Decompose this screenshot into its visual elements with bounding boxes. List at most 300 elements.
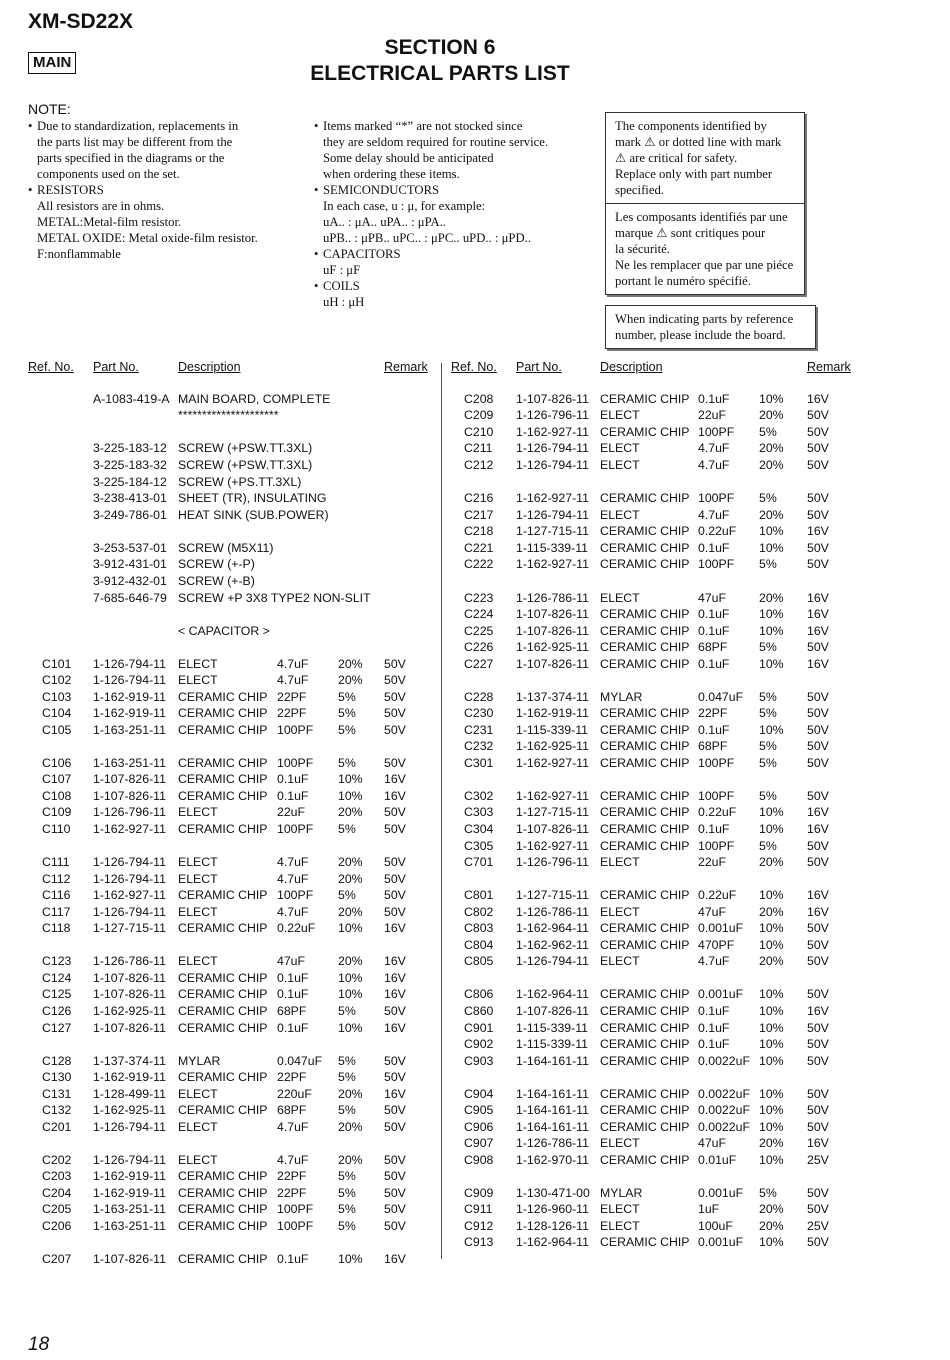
notice-line: portant le numéro spécifié. <box>615 274 751 288</box>
note-line: All resistors are in ohms. <box>37 199 165 213</box>
cell-value: 0.22uF <box>698 805 737 819</box>
cell-description: CERAMIC CHIP <box>178 1186 268 1200</box>
notice-line: Replace only with part number <box>615 167 773 181</box>
cell-description: CERAMIC CHIP <box>600 557 690 571</box>
cell-description: SCREW (+PSW.TT.3XL) <box>178 458 313 472</box>
cell-description: HEAT SINK (SUB.POWER) <box>178 508 329 522</box>
cell-value: 470PF <box>698 938 735 952</box>
cell-description: CERAMIC CHIP <box>178 706 268 720</box>
section-number: SECTION 6 <box>384 36 496 59</box>
cell-ref-no: C227 <box>464 657 494 671</box>
cell-voltage: 50V <box>384 805 406 819</box>
cell-ref-no: C203 <box>42 1169 72 1183</box>
table-row <box>0 639 950 656</box>
cell-description: ELECT <box>600 855 640 869</box>
cell-ref-no: C104 <box>42 706 72 720</box>
cell-description: CERAMIC CHIP <box>600 1021 690 1035</box>
cell-part-no: 1-163-251-11 <box>93 756 166 770</box>
cell-value: 0.1uF <box>698 1021 730 1035</box>
cell-ref-no: C801 <box>464 888 494 902</box>
cell-tolerance: 5% <box>759 690 777 704</box>
table-row <box>0 424 950 441</box>
cell-description: CERAMIC CHIP <box>178 822 268 836</box>
cell-part-no: 1-162-919-11 <box>93 690 166 704</box>
table-row <box>0 1003 950 1020</box>
table-row <box>0 953 950 970</box>
notes-column-2 <box>314 118 548 310</box>
cell-ref-no: C212 <box>464 458 494 472</box>
cell-ref-no: C206 <box>42 1219 72 1233</box>
cell-description: CERAMIC CHIP <box>600 805 690 819</box>
cell-tolerance: 10% <box>759 1087 784 1101</box>
cell-voltage: 50V <box>807 690 829 704</box>
board-label: MAIN <box>28 52 76 74</box>
cell-part-no: 3-912-432-01 <box>93 574 167 588</box>
cell-voltage: 50V <box>807 839 829 853</box>
cell-part-no: 1-164-161-11 <box>516 1054 589 1068</box>
cell-description: CERAMIC CHIP <box>600 921 690 935</box>
cell-description: SCREW (+-P) <box>178 557 255 571</box>
cell-ref-no: C903 <box>464 1054 494 1068</box>
cell-ref-no: C116 <box>42 888 71 902</box>
cell-value: 22PF <box>698 706 728 720</box>
cell-description: ELECT <box>178 805 218 819</box>
cell-tolerance: 10% <box>759 1235 784 1249</box>
cell-voltage: 50V <box>807 1054 829 1068</box>
cell-value: 68PF <box>277 1004 307 1018</box>
table-row <box>0 1185 950 1202</box>
cell-description: CERAMIC CHIP <box>600 1120 690 1134</box>
cell-voltage: 50V <box>807 491 829 505</box>
table-row <box>0 937 950 954</box>
table-row <box>0 1135 950 1152</box>
cell-part-no: 1-126-794-11 <box>516 508 589 522</box>
cell-part-no: 1-163-251-11 <box>93 1202 166 1216</box>
notice-line: specified. <box>615 183 664 197</box>
cell-value: 0.01uF <box>698 1153 737 1167</box>
cell-part-no: 1-126-786-11 <box>93 954 166 968</box>
cell-ref-no: C305 <box>464 839 494 853</box>
note-line: Some delay should be anticipated <box>323 151 494 165</box>
cell-description: CERAMIC CHIP <box>600 723 690 737</box>
cell-description: CERAMIC CHIP <box>600 541 690 555</box>
cell-ref-no: C303 <box>464 805 494 819</box>
table-row <box>0 689 950 706</box>
cell-ref-no: C208 <box>464 392 494 406</box>
cell-ref-no: C101 <box>42 657 72 671</box>
cell-part-no: 1-126-794-11 <box>93 872 166 886</box>
cell-voltage: 16V <box>807 607 829 621</box>
cell-tolerance: 10% <box>338 789 363 803</box>
cell-value: 47uF <box>698 1136 727 1150</box>
cell-tolerance: 20% <box>338 805 363 819</box>
cell-part-no: 1-128-499-11 <box>93 1087 166 1101</box>
table-row <box>0 821 950 838</box>
cell-tolerance: 10% <box>759 938 784 952</box>
cell-tolerance: 10% <box>759 1103 784 1117</box>
cell-description: CERAMIC CHIP <box>600 640 690 654</box>
cell-part-no: 1-162-927-11 <box>93 888 166 902</box>
cell-value: 4.7uF <box>698 458 730 472</box>
cell-value: 100PF <box>698 557 735 571</box>
cell-description: CERAMIC CHIP <box>600 888 690 902</box>
cell-value: 0.1uF <box>698 607 730 621</box>
cell-description: ********************* <box>178 408 279 422</box>
cell-value: 47uF <box>698 591 727 605</box>
cell-tolerance: 20% <box>759 408 784 422</box>
cell-part-no: 1-162-919-11 <box>93 1070 166 1084</box>
cell-value: 0.1uF <box>698 1004 730 1018</box>
cell-value: 0.047uF <box>698 690 744 704</box>
cell-ref-no: C130 <box>42 1070 72 1084</box>
cell-value: 0.0022uF <box>698 1120 750 1134</box>
cell-ref-no: C111 <box>42 855 70 869</box>
cell-part-no: 1-126-786-11 <box>516 591 589 605</box>
cell-tolerance: 5% <box>338 1054 356 1068</box>
cell-part-no: 1-162-925-11 <box>93 1103 166 1117</box>
cell-ref-no: C232 <box>464 739 494 753</box>
cell-tolerance: 5% <box>759 839 777 853</box>
cell-tolerance: 10% <box>338 971 363 985</box>
cell-part-no: 1-162-925-11 <box>516 739 589 753</box>
cell-value: 100PF <box>277 756 314 770</box>
cell-tolerance: 20% <box>338 673 363 687</box>
cell-tolerance: 10% <box>759 524 784 538</box>
cell-description: ELECT <box>178 954 218 968</box>
table-row <box>0 1086 950 1103</box>
cell-value: 4.7uF <box>277 1120 309 1134</box>
cell-ref-no: C912 <box>464 1219 494 1233</box>
cell-part-no: 3-912-431-01 <box>93 557 167 571</box>
cell-ref-no: C117 <box>42 905 71 919</box>
cell-value: 100uF <box>698 1219 733 1233</box>
cell-ref-no: C701 <box>464 855 494 869</box>
cell-part-no: 1-126-794-11 <box>93 905 166 919</box>
cell-tolerance: 5% <box>338 888 356 902</box>
cell-part-no: 1-162-927-11 <box>516 557 589 571</box>
cell-description: CERAMIC CHIP <box>178 971 268 985</box>
cell-tolerance: 10% <box>759 657 784 671</box>
cell-value: 0.22uF <box>698 524 737 538</box>
cell-ref-no: C201 <box>42 1120 72 1134</box>
note-line: METAL:Metal-film resistor. <box>37 215 182 229</box>
cell-tolerance: 10% <box>759 921 784 935</box>
cell-voltage: 16V <box>807 805 829 819</box>
cell-description: SCREW (+PS.TT.3XL) <box>178 475 302 489</box>
cell-ref-no: C131 <box>42 1087 72 1101</box>
cell-description: CERAMIC CHIP <box>178 756 268 770</box>
cell-voltage: 50V <box>807 1021 829 1035</box>
table-row <box>0 788 950 805</box>
cell-voltage: 50V <box>807 557 829 571</box>
cell-voltage: 16V <box>807 822 829 836</box>
cell-description: CERAMIC CHIP <box>600 1087 690 1101</box>
cell-value: 0.047uF <box>277 1054 323 1068</box>
cell-tolerance: 5% <box>759 425 777 439</box>
cell-description: CERAMIC CHIP <box>600 657 690 671</box>
cell-value: 22PF <box>277 1070 307 1084</box>
cell-description: CERAMIC CHIP <box>600 392 690 406</box>
cell-part-no: 1-107-826-11 <box>516 392 589 406</box>
cell-description: ELECT <box>178 905 218 919</box>
cell-description: CERAMIC CHIP <box>600 491 690 505</box>
cell-voltage: 50V <box>807 954 829 968</box>
cell-part-no: A-1083-419-A <box>93 392 170 406</box>
cell-part-no: 1-163-251-11 <box>93 1219 166 1233</box>
cell-value: 4.7uF <box>277 657 309 671</box>
table-row <box>0 573 950 590</box>
cell-voltage: 50V <box>807 723 829 737</box>
table-row <box>0 672 950 689</box>
table-row <box>0 738 950 755</box>
cell-value: 0.22uF <box>698 888 737 902</box>
note-line: uA.. : μA.. uPA.. : μPA.. <box>323 215 447 229</box>
note-bullet: • Items marked “*” are not stocked since <box>314 118 548 134</box>
cell-description: CERAMIC CHIP <box>600 739 690 753</box>
cell-voltage: 50V <box>807 441 829 455</box>
cell-ref-no: C802 <box>464 905 494 919</box>
cell-voltage: 16V <box>807 1136 829 1150</box>
cell-value: 100PF <box>277 1219 314 1233</box>
cell-tolerance: 5% <box>338 1169 356 1183</box>
cell-value: 100PF <box>698 491 735 505</box>
cell-tolerance: 10% <box>338 921 363 935</box>
note-line: uF : μF <box>323 263 361 277</box>
cell-part-no: 1-126-796-11 <box>516 855 589 869</box>
cell-description: ELECT <box>600 1202 640 1216</box>
cell-tolerance: 20% <box>759 508 784 522</box>
cell-voltage: 50V <box>807 1202 829 1216</box>
cell-part-no: 1-162-927-11 <box>516 756 589 770</box>
cell-voltage: 16V <box>384 1252 406 1266</box>
cell-tolerance: 5% <box>759 739 777 753</box>
cell-ref-no: C902 <box>464 1037 494 1051</box>
cell-tolerance: 20% <box>338 1120 363 1134</box>
notice-line: ⚠ are critical for safety. <box>615 151 738 165</box>
cell-description: ELECT <box>600 954 640 968</box>
cell-description: MYLAR <box>600 1186 643 1200</box>
cell-voltage: 50V <box>807 458 829 472</box>
cell-ref-no: C901 <box>464 1021 494 1035</box>
cell-tolerance: 5% <box>759 756 777 770</box>
cell-part-no: 1-126-794-11 <box>516 441 589 455</box>
notice-line: number, please include the board. <box>615 328 786 342</box>
cell-part-no: 1-115-339-11 <box>516 541 589 555</box>
cell-description: CERAMIC CHIP <box>600 624 690 638</box>
table-row <box>0 804 950 821</box>
cell-voltage: 16V <box>384 1087 406 1101</box>
cell-value: 4.7uF <box>277 855 309 869</box>
cell-description: SCREW (+-B) <box>178 574 255 588</box>
cell-ref-no: C109 <box>42 805 72 819</box>
cell-description: CERAMIC CHIP <box>600 987 690 1001</box>
cell-part-no: 1-130-471-00 <box>516 1186 590 1200</box>
cell-tolerance: 5% <box>338 1186 356 1200</box>
cell-voltage: 16V <box>807 524 829 538</box>
cell-value: 47uF <box>698 905 727 919</box>
cell-tolerance: 5% <box>759 789 777 803</box>
cell-tolerance: 20% <box>338 657 363 671</box>
cell-part-no: 1-162-970-11 <box>516 1153 589 1167</box>
cell-description: CERAMIC CHIP <box>178 1070 268 1084</box>
cell-ref-no: C210 <box>464 425 494 439</box>
cell-voltage: 16V <box>384 772 406 786</box>
header-part-no-left: Part No. <box>93 360 139 374</box>
board-note-text <box>606 306 815 348</box>
cell-voltage: 16V <box>384 1021 406 1035</box>
cell-ref-no: C211 <box>464 441 493 455</box>
cell-part-no: 1-126-794-11 <box>93 1153 166 1167</box>
cell-voltage: 16V <box>807 392 829 406</box>
note-line: F:nonflammable <box>37 247 121 261</box>
cell-tolerance: 20% <box>338 872 363 886</box>
cell-tolerance: 10% <box>759 1021 784 1035</box>
cell-part-no: 1-107-826-11 <box>516 624 589 638</box>
cell-part-no: 1-162-919-11 <box>93 706 166 720</box>
cell-ref-no: C107 <box>42 772 72 786</box>
cell-voltage: 50V <box>384 1054 406 1068</box>
cell-part-no: 1-126-794-11 <box>516 954 589 968</box>
cell-value: 22uF <box>277 805 306 819</box>
cell-part-no: 1-162-925-11 <box>516 640 589 654</box>
cell-voltage: 16V <box>384 789 406 803</box>
cell-ref-no: C304 <box>464 822 494 836</box>
cell-part-no: 1-126-794-11 <box>93 657 166 671</box>
cell-description: < CAPACITOR > <box>178 624 270 638</box>
cell-description: CERAMIC CHIP <box>600 1037 690 1051</box>
cell-description: CERAMIC CHIP <box>178 1252 268 1266</box>
cell-part-no: 1-126-794-11 <box>93 1120 166 1134</box>
cell-description: ELECT <box>178 673 218 687</box>
cell-voltage: 50V <box>807 1186 829 1200</box>
cell-part-no: 1-162-927-11 <box>516 425 589 439</box>
cell-ref-no: C207 <box>42 1252 72 1266</box>
table-row <box>0 755 950 772</box>
cell-tolerance: 20% <box>338 855 363 869</box>
cell-ref-no: C110 <box>42 822 71 836</box>
table-row <box>0 590 950 607</box>
note-bullet: • COILS <box>314 278 548 294</box>
cell-voltage: 50V <box>807 1087 829 1101</box>
note-line: the parts list may be different from the <box>37 135 233 149</box>
cell-part-no: 1-162-919-11 <box>93 1186 166 1200</box>
cell-value: 0.22uF <box>277 921 316 935</box>
table-row <box>0 1053 950 1070</box>
table-row <box>0 1201 950 1218</box>
cell-part-no: 1-115-339-11 <box>516 1037 589 1051</box>
cell-value: 47uF <box>277 954 306 968</box>
cell-part-no: 1-107-826-11 <box>93 789 166 803</box>
cell-ref-no: C224 <box>464 607 494 621</box>
cell-description: ELECT <box>178 657 218 671</box>
cell-description: CERAMIC CHIP <box>600 524 690 538</box>
cell-voltage: 50V <box>384 673 406 687</box>
cell-value: 0.1uF <box>698 1037 730 1051</box>
cell-ref-no: C202 <box>42 1153 72 1167</box>
cell-value: 22uF <box>698 408 727 422</box>
cell-value: 100PF <box>698 789 735 803</box>
cell-voltage: 50V <box>384 1219 406 1233</box>
table-row <box>0 407 950 424</box>
table-row <box>0 920 950 937</box>
cell-tolerance: 5% <box>338 1219 356 1233</box>
table-row <box>0 1020 950 1037</box>
cell-voltage: 16V <box>807 624 829 638</box>
cell-voltage: 50V <box>384 888 406 902</box>
cell-tolerance: 10% <box>338 1021 363 1035</box>
cell-part-no: 1-164-161-11 <box>516 1120 589 1134</box>
table-row <box>0 440 950 457</box>
cell-description: CERAMIC CHIP <box>600 1004 690 1018</box>
cell-part-no: 1-107-826-11 <box>93 1021 166 1035</box>
cell-ref-no: C218 <box>464 524 494 538</box>
cell-ref-no: C911 <box>464 1202 493 1216</box>
cell-description: ELECT <box>600 905 640 919</box>
cell-part-no: 1-162-925-11 <box>93 1004 166 1018</box>
cell-part-no: 1-126-794-11 <box>93 855 166 869</box>
cell-ref-no: C102 <box>42 673 72 687</box>
cell-part-no: 1-162-927-11 <box>516 491 589 505</box>
cell-voltage: 50V <box>384 872 406 886</box>
cell-value: 0.1uF <box>277 1252 309 1266</box>
notice-line: When indicating parts by reference <box>615 312 794 326</box>
cell-description: MYLAR <box>600 690 643 704</box>
cell-ref-no: C108 <box>42 789 72 803</box>
cell-value: 220uF <box>277 1087 312 1101</box>
cell-description: ELECT <box>178 855 218 869</box>
cell-voltage: 50V <box>384 1202 406 1216</box>
note-bullet: • SEMICONDUCTORS <box>314 182 548 198</box>
cell-description: ELECT <box>600 458 640 472</box>
cell-part-no: 1-107-826-11 <box>516 607 589 621</box>
cell-tolerance: 20% <box>338 1087 363 1101</box>
table-row <box>0 1152 950 1169</box>
table-row <box>0 1102 950 1119</box>
cell-ref-no: C103 <box>42 690 72 704</box>
table-row <box>0 507 950 524</box>
table-row <box>0 1251 950 1268</box>
header-description-right: Description <box>600 360 663 374</box>
cell-voltage: 50V <box>384 1153 406 1167</box>
cell-value: 0.0022uF <box>698 1087 750 1101</box>
cell-tolerance: 20% <box>338 954 363 968</box>
cell-description: SCREW (M5X11) <box>178 541 274 555</box>
notice-line: la sécurité. <box>615 242 670 256</box>
cell-voltage: 50V <box>807 1120 829 1134</box>
cell-tolerance: 5% <box>759 557 777 571</box>
cell-part-no: 1-107-826-11 <box>516 1004 589 1018</box>
table-row <box>0 854 950 871</box>
cell-voltage: 25V <box>807 1219 829 1233</box>
page-number: 18 <box>28 1334 50 1355</box>
cell-part-no: 1-115-339-11 <box>516 723 589 737</box>
cell-part-no: 1-126-794-11 <box>516 458 589 472</box>
cell-voltage: 50V <box>384 723 406 737</box>
cell-value: 68PF <box>698 640 728 654</box>
note-bullet: • CAPACITORS <box>314 246 548 262</box>
cell-part-no: 1-107-826-11 <box>93 971 166 985</box>
note-line: In each case, u : μ, for example: <box>323 199 486 213</box>
cell-voltage: 50V <box>807 1235 829 1249</box>
cell-voltage: 50V <box>384 1186 406 1200</box>
cell-value: 0.1uF <box>698 822 730 836</box>
cell-part-no: 3-253-537-01 <box>93 541 167 555</box>
cell-voltage: 16V <box>807 888 829 902</box>
cell-voltage: 50V <box>807 921 829 935</box>
cell-tolerance: 10% <box>759 1004 784 1018</box>
cell-voltage: 50V <box>384 1169 406 1183</box>
cell-description: CERAMIC CHIP <box>600 425 690 439</box>
